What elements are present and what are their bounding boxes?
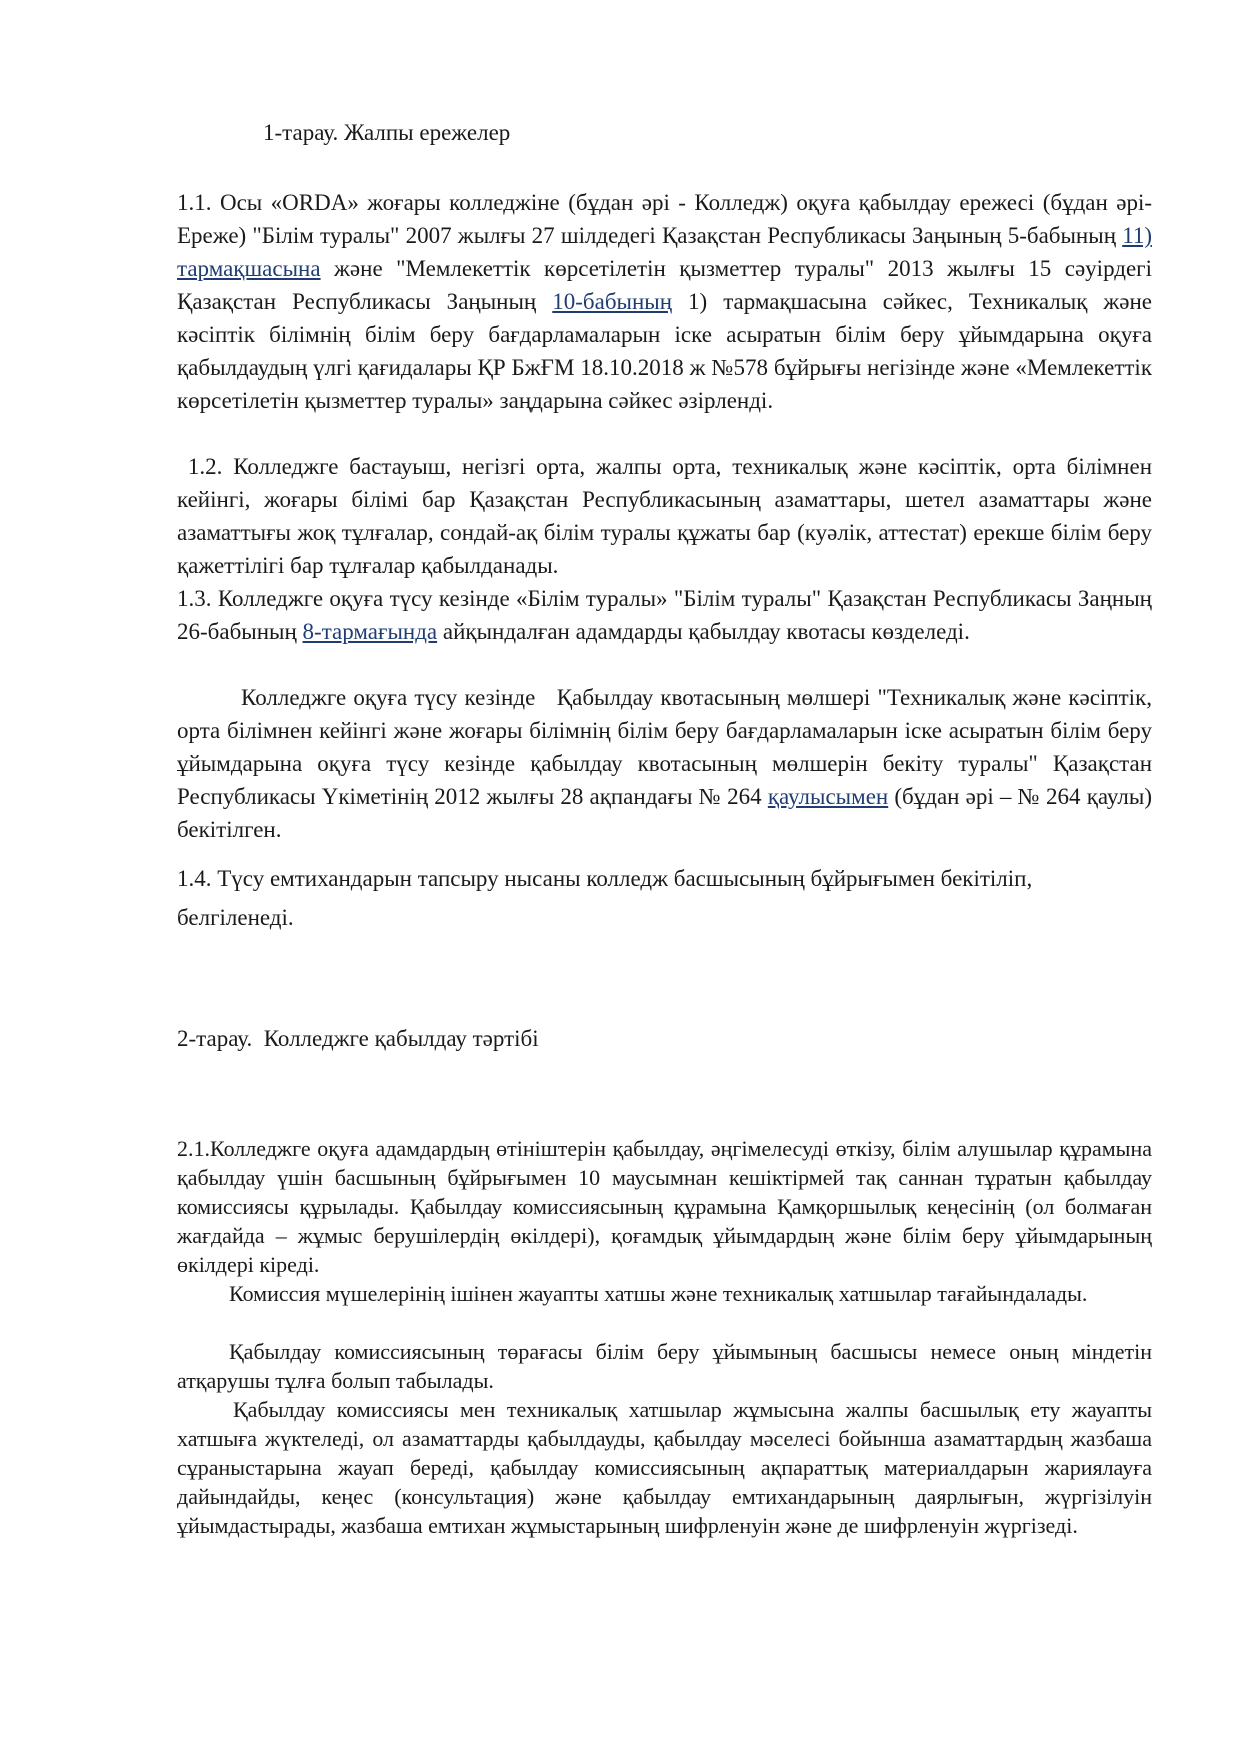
link-kaulysymen[interactable]: қаулысымен [767,784,889,809]
paragraph-1-1-text-a: 1.1. Осы «ORDA» жоғары колледжіне (бұдан әрі - Колледж) оқуға қабылдау ережесі (бұдан әрі-Ереже) "Білім туралы" 2007 жылғы 27 шілдедегі Қазақстан Республикасы Заңының 5-бабының [177,190,1152,248]
paragraph-1-3-text-b: айқындалған адамдарды қабылдау квотасы көзделеді. [437,619,970,644]
section-1-heading: 1-тарау. Жалпы ережелер [263,120,511,145]
paragraph-1-3 [177,582,1152,648]
link-11-tarmaksha[interactable]: 11) тармақшасына [177,223,1152,281]
paragraph-2-1: 2.1.Колледжге оқуға адамдардың өтініштерін қабылдау, әңгімелесуді өткізу, білім алушылар құрамына қабылдау үшін басшының бұйрығымен 10 маусымнан кешіктірмей тақ саннан тұратын қабылдау комиссиясы құрылады. Қабылдау комиссиясының құрамына Қамқоршылық кеңесінің (ол болмаған жағдайда – жұмыс берушілердің өкілдері), қоғамдық ұйымдардың және білім беру ұйымдарының өкілдері кіреді. [177,1136,1152,1277]
paragraph-1-1-text-b: және "Мемлекеттік көрсетілетін қызметтер туралы" 2013 жылғы 15 сәуірдегі Қазақстан Республикасы Заңының [177,256,1152,314]
paragraph-1-3-text-a: 1.3. Колледжге оқуға түсу кезінде «Білім туралы» "Білім туралы" Қазақстан Республикасы Заңның 26-бабының [177,586,1152,644]
paragraph-1-4-line-1: 1.4. Түсу емтихандарын тапсыру нысаны колледж басшысының бұйрығымен бекітіліп, [177,866,1033,891]
paragraph-1-1 [177,186,1152,417]
paragraph-1-1-text-c: 1) тармақшасына сәйкес, Техникалық және кәсіптік білімнің білім беру бағдарламаларын іске асыратын білім беру ұйымдарына оқуға қабылдаудың үлгі қағидалары ҚР БжҒМ 18.10.2018 ж №578 бұйрығы негізінде және «Мемлекеттік көрсетілетін қызметтер туралы» заңдарына сәйкес әзірленді. [177,289,1153,413]
paragraph-2-2: Комиссия мүшелерінің ішінен жауапты хатшы және техникалық хатшылар тағайындалады. [229,1281,1088,1306]
paragraph-1-3-quota-text-a: Колледжге оқуға түсу кезінде Қабылдау квотасының мөлшері "Техникалық және кәсіптік, орта білімнен кейінгі және жоғары білімнің білім беру бағдарламаларын іске асыратын білім беру ұйымдарына оқуға түсу кезінде қабылдау квотасының мөлшерін бекіту туралы" Қазақстан Республикасы Үкіметінің 2012 жылғы 28 ақпандағы № 264 [177,685,1158,809]
link-10-baby[interactable]: 10-бабының [552,289,673,314]
paragraph-2-3: Қабылдау комиссиясының төрағасы білім беру ұйымының басшысы немесе оның міндетін атқарушы тұлға болып табылады. [177,1339,1152,1393]
paragraph-1-2: 1.2. Колледжге бастауыш, негізгі орта, жалпы орта, техникалық және кәсіптік, орта білімнен кейінгі, жоғары білімі бар Қазақстан Республикасының азаматтары, шетел азаматтары және азаматтығы жоқ тұлғалар, сондай-ақ білім туралы құжаты бар (куәлік, аттестат) ерекше білім беру қажеттілігі бар тұлғалар қабылданады. [177,454,1158,578]
paragraph-1-4-line-2: белгіленеді. [177,905,294,930]
paragraph-2-4: Қабылдау комиссиясы мен техникалық хатшылар жұмысына жалпы басшылық ету жауапты хатшыға жүктеледі, ол азаматтарды қабылдауды, қабылдау мәселесі бойынша азаматтардың жазбаша сұраныстарына жауап береді, қабылдау комиссиясының ақпараттық материалдарын жариялауға дайындайды, кеңес (консультация) және қабылдау емтихандарының даярлығын, жүргізілуін ұйымдастырады, жазбаша емтихан жұмыстарының шифрленуін және де шифрленуін жүргізеді. [177,1397,1152,1538]
paragraph-1-3-quota-text-b: (бұдан әрі – № 264 қаулы) бекітілген. [177,784,1158,842]
link-8-tarmak[interactable]: 8-тармағында [302,619,438,644]
paragraph-1-3-quota [177,681,1158,846]
section-2-heading: 2-тарау. Колледжге қабылдау тәртібі [177,1026,539,1051]
